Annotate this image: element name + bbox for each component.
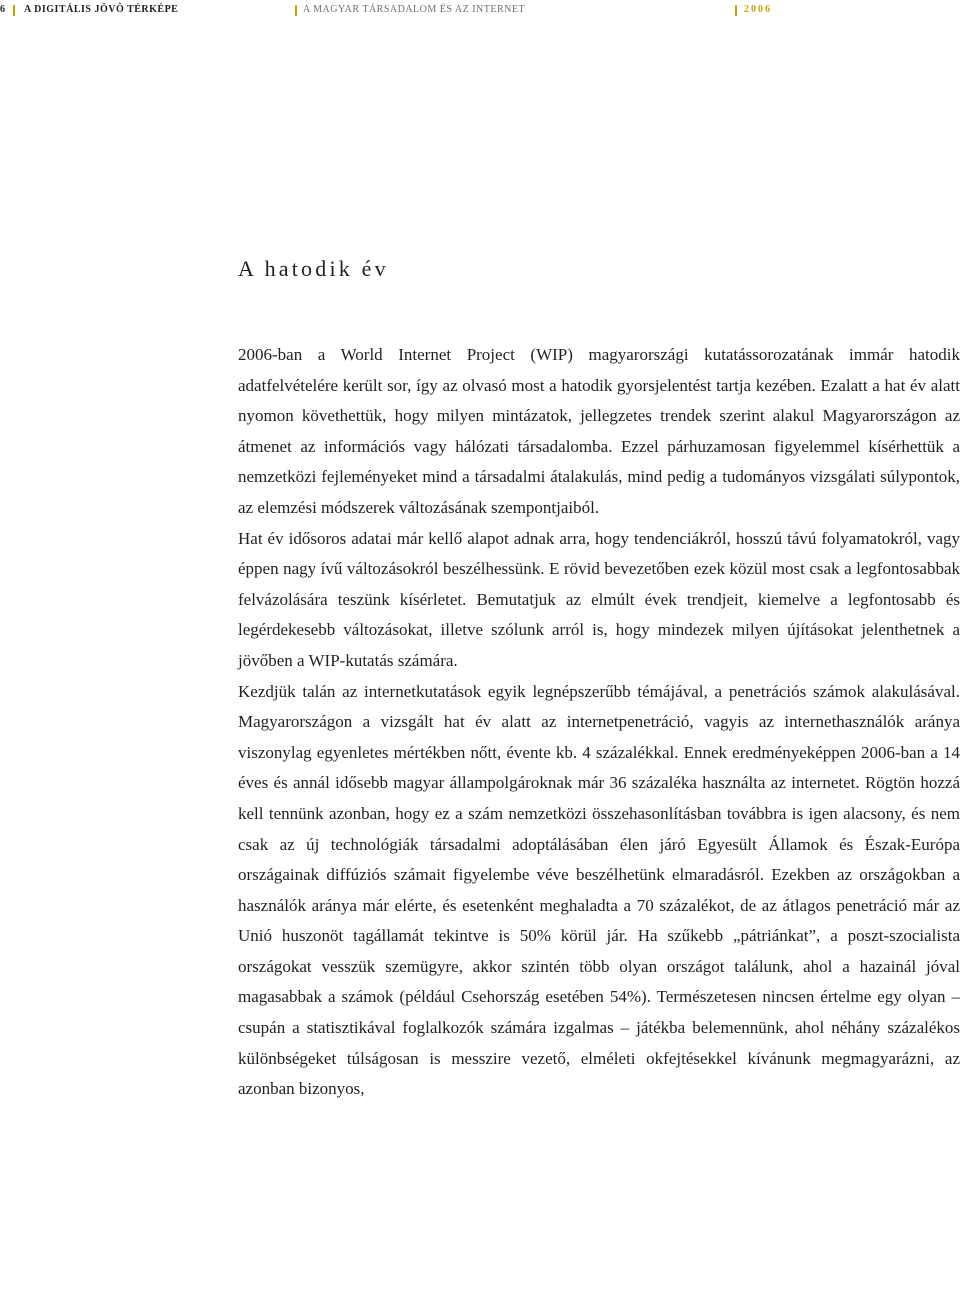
publication-year: 2006 xyxy=(744,4,772,15)
paragraph: 2006-ban a World Internet Project (WIP) magyarországi kutatássorozatának immár hatodik adatfelvételére került sor, így az olvasó most a hatodik gyorsjelentést tartja kezében. Ezalatt a hat év alatt nyomon követhettük, hogy milyen mintázatok, jellegzetes trendek szerint alakul Magyarországon az átmenet az információs vagy hálózati társadalomba. Ezzel párhuzamosan figyelemmel kísérhettük a nemzetközi fejleményeket mind a társadalmi átalakulás, mind pedig a tudományos vizsgálati súlypontok, az elemzési módszerek változásának szempontjaiból. xyxy=(238,345,960,517)
paragraph: Kezdjük talán az internetkutatások egyik legnépszerűbb témájával, a penetrációs számok alakulásával. Magyarországon a vizsgált hat év alatt az internetpenetráció, vagyis az internethasználók aránya viszonylag egyenletes mértékben nőtt, évente kb. 4 százalékkal. Ennek eredményeképpen 2006-ban a 14 éves és annál idősebb magyar állampolgároknak már 36 százaléka használta az internetet. Rögtön hozzá kell tennünk azonban, hogy ez a szám nemzetközi összehasonlításban továbbra is igen alacsony, és nem csak az új technológiák társadalmi adoptálásában élen járó Egyesült Államok és Észak-Európa országainak diffúziós számait figyelembe véve beszélhetünk elmaradásról. Ezekben az országokban a használók aránya már elérte, és esetenként meghaladta a 70 százalékot, de az átlagos penetráció már az Unió huszonöt tagállamát tekintve is 50% körül jár. Ha szűkebb „pátriánkat”, a poszt-szocialista országokat vesszük szemügyre, akkor szintén több olyan országot találunk, ahol a hazainál jóval magasabbak a számok (például Csehország esetében 54%). Természetesen nincsen értelme egy olyan – csupán a statisztikával foglalkozók számára izgalmas – játékba belemennünk, ahol néhány százalékos különbségeket túlságosan is messzire vezető, elméleti okfejtésekkel kívánunk megmagyarázni, az azonban bizonyos, xyxy=(238,681,960,1099)
chapter-title: A hatodik év xyxy=(238,256,389,281)
header-divider xyxy=(13,5,15,16)
publication-title: A DIGITÁLIS JÖVÔ TÉRKÉPE xyxy=(24,4,179,15)
header-divider xyxy=(735,5,737,16)
section-title: A MAGYAR TÁRSADALOM ÉS AZ INTERNET xyxy=(303,4,526,15)
paragraph: Hat év idősoros adatai már kellő alapot adnak arra, hogy tendenciákról, hosszú távú folyamatokról, vagy éppen nagy ívű változásokról beszélhessünk. E rövid bevezetőben ezek közül most csak a legfontosabbak felvázolására teszünk kísérletet. Bemutatjuk az elmúlt évek trendjeit, kiemelve a legfontosabb és legérdekesebb változásokat, illetve szólunk arról is, hogy mindezek milyen újításokat jelenthetnek a jövőben a WIP-kutatás számára. xyxy=(238,528,960,670)
page-number: 6 xyxy=(0,4,6,15)
header-divider xyxy=(295,5,297,16)
article-body xyxy=(238,340,960,1105)
running-header xyxy=(0,2,960,18)
